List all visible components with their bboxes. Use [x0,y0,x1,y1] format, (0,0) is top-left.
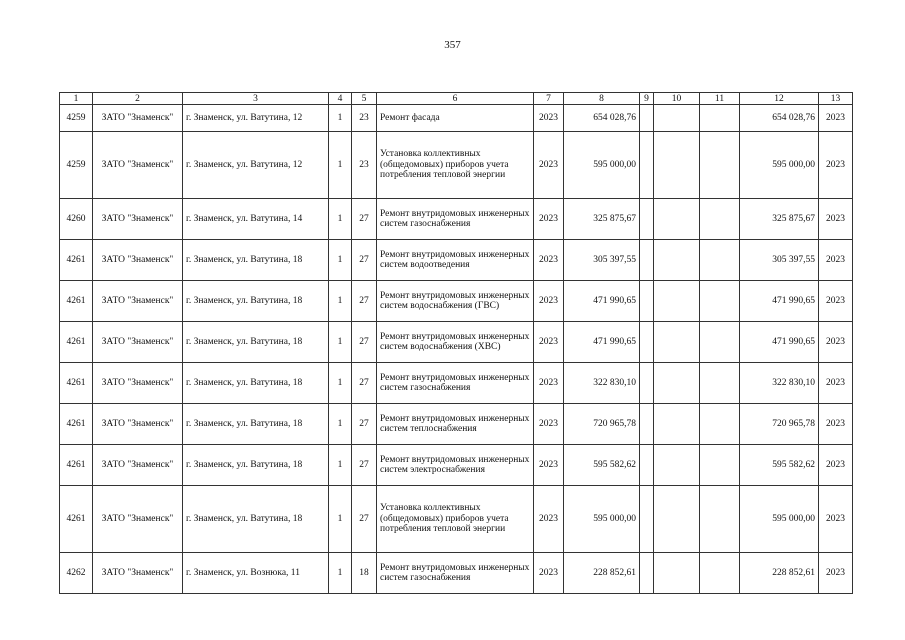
end-year-cell: 2023 [819,445,853,486]
count-cell: 1 [329,199,352,240]
count-cell: 1 [329,486,352,553]
registry-table [59,92,853,594]
empty-cell [640,199,654,240]
work-type-cell: Установка коллективных (общедомовых) приборов учета потребления тепловой энергии [377,132,534,199]
table-row [60,199,853,240]
empty-cell [640,240,654,281]
column-header: 7 [534,93,564,105]
address-cell: г. Знаменск, ул. Ватутина, 18 [183,445,329,486]
end-year-cell: 2023 [819,132,853,199]
empty-cell [654,553,700,594]
work-type-cell: Ремонт внутридомовых инженерных систем газоснабжения [377,363,534,404]
code-cell: 27 [352,486,377,553]
code-cell: 18 [352,553,377,594]
empty-cell [700,486,740,553]
municipality-cell: ЗАТО "Знаменск" [93,105,183,132]
end-year-cell: 2023 [819,199,853,240]
municipality-cell: ЗАТО "Знаменск" [93,322,183,363]
column-header: 5 [352,93,377,105]
municipality-cell: ЗАТО "Знаменск" [93,404,183,445]
table-row [60,132,853,199]
code-cell: 27 [352,322,377,363]
address-cell: г. Знаменск, ул. Ватутина, 18 [183,363,329,404]
municipality-cell: ЗАТО "Знаменск" [93,445,183,486]
count-cell: 1 [329,132,352,199]
amount-cell: 325 875,67 [564,199,640,240]
work-type-cell: Ремонт внутридомовых инженерных систем водоснабжения (ГВС) [377,281,534,322]
empty-cell [654,105,700,132]
empty-cell [654,199,700,240]
record-id-cell: 4261 [60,322,93,363]
work-type-cell: Ремонт внутридомовых инженерных систем теплоснабжения [377,404,534,445]
address-cell: г. Знаменск, ул. Ватутина, 18 [183,404,329,445]
end-year-cell: 2023 [819,322,853,363]
municipality-cell: ЗАТО "Знаменск" [93,363,183,404]
empty-cell [640,132,654,199]
record-id-cell: 4261 [60,404,93,445]
column-number-row [60,93,853,105]
empty-cell [700,322,740,363]
year-cell: 2023 [534,486,564,553]
amount-cell: 595 000,00 [564,486,640,553]
record-id-cell: 4259 [60,132,93,199]
year-cell: 2023 [534,199,564,240]
empty-cell [640,486,654,553]
table-row [60,404,853,445]
amount-cell: 654 028,76 [564,105,640,132]
amount-cell: 595 582,62 [564,445,640,486]
total-amount-cell: 228 852,61 [740,553,819,594]
column-header: 11 [700,93,740,105]
count-cell: 1 [329,445,352,486]
count-cell: 1 [329,363,352,404]
total-amount-cell: 471 990,65 [740,322,819,363]
address-cell: г. Знаменск, ул. Ватутина, 12 [183,132,329,199]
end-year-cell: 2023 [819,240,853,281]
empty-cell [700,105,740,132]
amount-cell: 322 830,10 [564,363,640,404]
end-year-cell: 2023 [819,281,853,322]
code-cell: 27 [352,281,377,322]
address-cell: г. Знаменск, ул. Вознюка, 11 [183,553,329,594]
record-id-cell: 4261 [60,240,93,281]
year-cell: 2023 [534,281,564,322]
column-header: 2 [93,93,183,105]
total-amount-cell: 595 582,62 [740,445,819,486]
year-cell: 2023 [534,553,564,594]
code-cell: 27 [352,363,377,404]
record-id-cell: 4260 [60,199,93,240]
empty-cell [654,404,700,445]
empty-cell [700,199,740,240]
code-cell: 27 [352,404,377,445]
code-cell: 27 [352,240,377,281]
table-row [60,105,853,132]
total-amount-cell: 654 028,76 [740,105,819,132]
table-row [60,322,853,363]
code-cell: 23 [352,105,377,132]
code-cell: 27 [352,445,377,486]
count-cell: 1 [329,322,352,363]
end-year-cell: 2023 [819,486,853,553]
work-type-cell: Ремонт фасада [377,105,534,132]
total-amount-cell: 305 397,55 [740,240,819,281]
empty-cell [654,363,700,404]
empty-cell [654,240,700,281]
table-row [60,281,853,322]
column-header: 6 [377,93,534,105]
address-cell: г. Знаменск, ул. Ватутина, 18 [183,281,329,322]
column-header: 12 [740,93,819,105]
work-type-cell: Ремонт внутридомовых инженерных систем электроснабжения [377,445,534,486]
year-cell: 2023 [534,322,564,363]
year-cell: 2023 [534,240,564,281]
empty-cell [640,281,654,322]
end-year-cell: 2023 [819,363,853,404]
work-type-cell: Ремонт внутридомовых инженерных систем водоотведения [377,240,534,281]
record-id-cell: 4261 [60,445,93,486]
work-type-cell: Ремонт внутридомовых инженерных систем газоснабжения [377,199,534,240]
year-cell: 2023 [534,445,564,486]
column-header: 10 [654,93,700,105]
empty-cell [654,322,700,363]
empty-cell [700,240,740,281]
total-amount-cell: 720 965,78 [740,404,819,445]
code-cell: 27 [352,199,377,240]
end-year-cell: 2023 [819,553,853,594]
address-cell: г. Знаменск, ул. Ватутина, 18 [183,240,329,281]
record-id-cell: 4259 [60,105,93,132]
year-cell: 2023 [534,363,564,404]
record-id-cell: 4261 [60,486,93,553]
empty-cell [700,553,740,594]
municipality-cell: ЗАТО "Знаменск" [93,240,183,281]
column-header: 13 [819,93,853,105]
total-amount-cell: 325 875,67 [740,199,819,240]
amount-cell: 471 990,65 [564,322,640,363]
end-year-cell: 2023 [819,105,853,132]
count-cell: 1 [329,404,352,445]
work-type-cell: Установка коллективных (общедомовых) приборов учета потребления тепловой энергии [377,486,534,553]
address-cell: г. Знаменск, ул. Ватутина, 18 [183,486,329,553]
count-cell: 1 [329,105,352,132]
empty-cell [700,281,740,322]
municipality-cell: ЗАТО "Знаменск" [93,553,183,594]
empty-cell [700,363,740,404]
empty-cell [700,404,740,445]
total-amount-cell: 595 000,00 [740,132,819,199]
total-amount-cell: 322 830,10 [740,363,819,404]
page-number: 357 [444,39,461,51]
column-header: 9 [640,93,654,105]
empty-cell [700,132,740,199]
amount-cell: 305 397,55 [564,240,640,281]
empty-cell [654,132,700,199]
empty-cell [654,486,700,553]
record-id-cell: 4261 [60,363,93,404]
empty-cell [654,281,700,322]
column-header: 3 [183,93,329,105]
table-row [60,486,853,553]
column-header: 4 [329,93,352,105]
address-cell: г. Знаменск, ул. Ватутина, 18 [183,322,329,363]
empty-cell [640,553,654,594]
empty-cell [700,445,740,486]
empty-cell [640,445,654,486]
empty-cell [640,404,654,445]
municipality-cell: ЗАТО "Знаменск" [93,486,183,553]
work-type-cell: Ремонт внутридомовых инженерных систем водоснабжения (ХВС) [377,322,534,363]
municipality-cell: ЗАТО "Знаменск" [93,199,183,240]
code-cell: 23 [352,132,377,199]
empty-cell [640,363,654,404]
record-id-cell: 4262 [60,553,93,594]
year-cell: 2023 [534,132,564,199]
table-row [60,363,853,404]
municipality-cell: ЗАТО "Знаменск" [93,132,183,199]
amount-cell: 228 852,61 [564,553,640,594]
amount-cell: 720 965,78 [564,404,640,445]
count-cell: 1 [329,240,352,281]
year-cell: 2023 [534,404,564,445]
work-type-cell: Ремонт внутридомовых инженерных систем газоснабжения [377,553,534,594]
column-header: 8 [564,93,640,105]
end-year-cell: 2023 [819,404,853,445]
municipality-cell: ЗАТО "Знаменск" [93,281,183,322]
record-id-cell: 4261 [60,281,93,322]
count-cell: 1 [329,281,352,322]
count-cell: 1 [329,553,352,594]
empty-cell [654,445,700,486]
table-row [60,445,853,486]
column-header: 1 [60,93,93,105]
total-amount-cell: 595 000,00 [740,486,819,553]
empty-cell [640,105,654,132]
table-row [60,553,853,594]
address-cell: г. Знаменск, ул. Ватутина, 14 [183,199,329,240]
empty-cell [640,322,654,363]
amount-cell: 595 000,00 [564,132,640,199]
address-cell: г. Знаменск, ул. Ватутина, 12 [183,105,329,132]
amount-cell: 471 990,65 [564,281,640,322]
table-row [60,240,853,281]
total-amount-cell: 471 990,65 [740,281,819,322]
year-cell: 2023 [534,105,564,132]
